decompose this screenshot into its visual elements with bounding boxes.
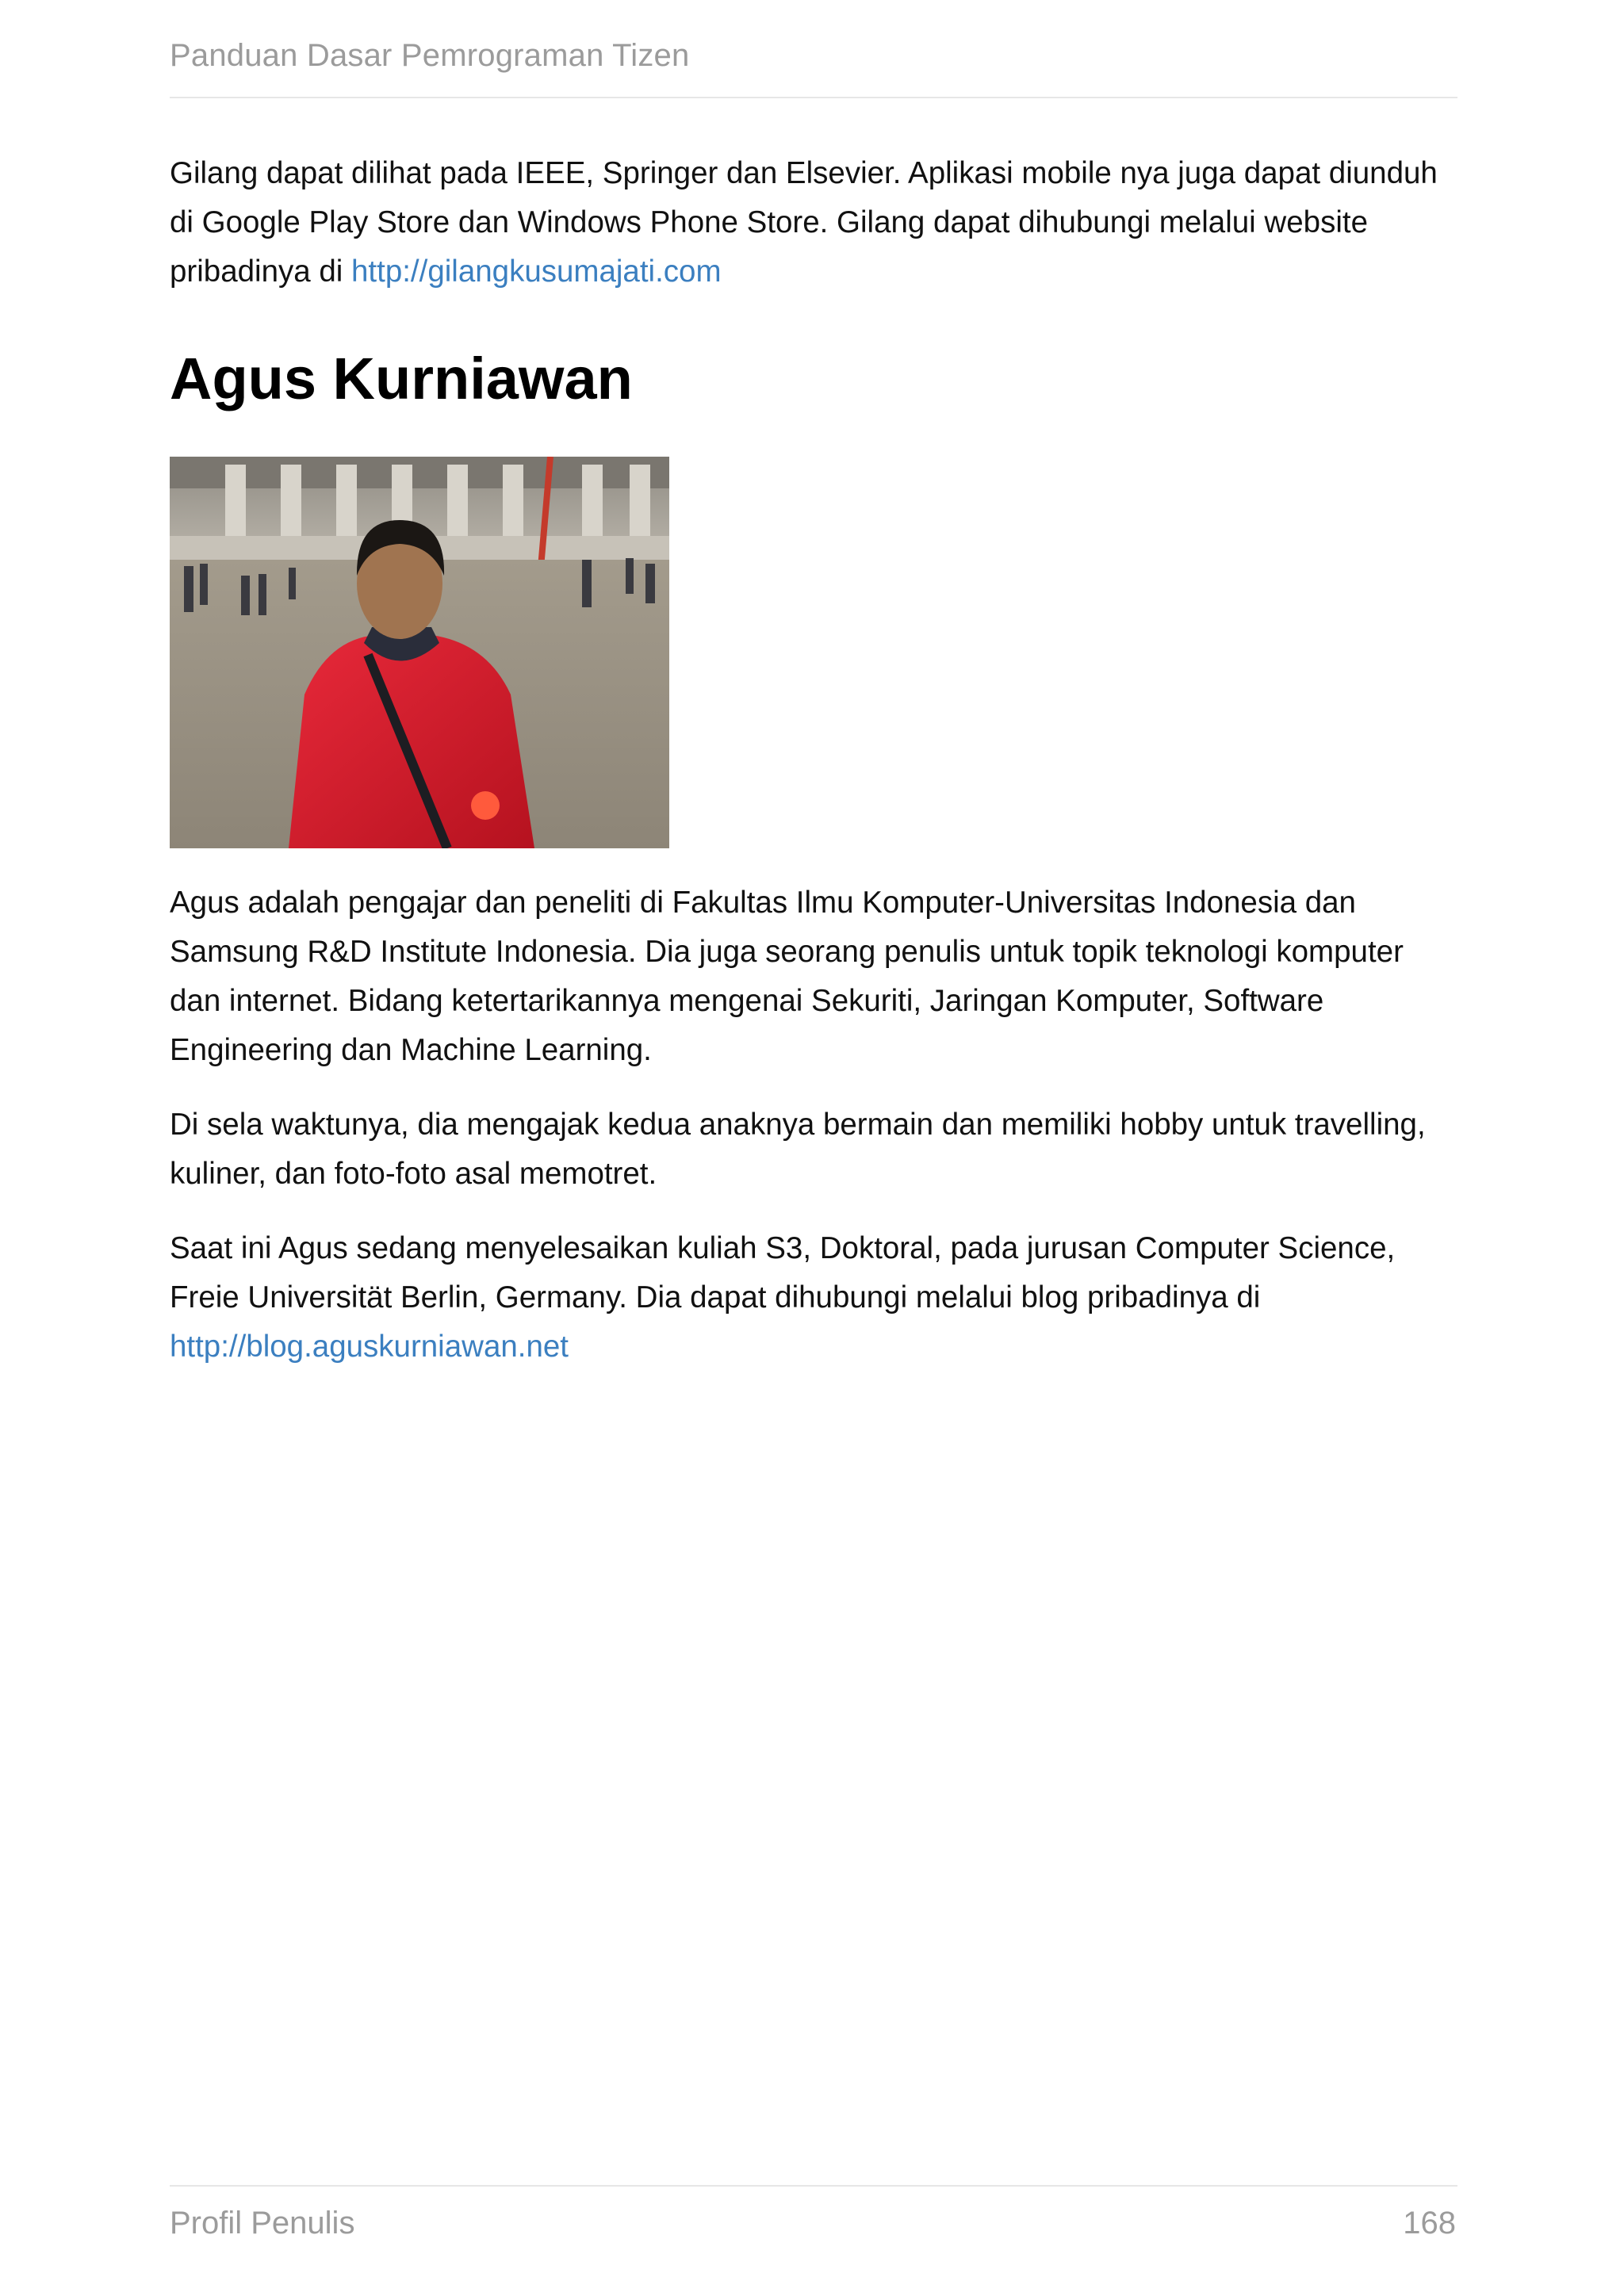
author-closing-text: Saat ini Agus sedang menyelesaikan kuliah S3, Doktoral, pada jurusan Computer Science, Freie Universität Berlin, Germany. Dia dapat dihubungi melalui blog pribadinya di: [170, 1231, 1396, 1314]
footer-divider: [170, 2185, 1457, 2187]
author-bio-paragraph-2: Di sela waktunya, dia mengajak kedua anaknya bermain dan memiliki hobby untuk travelling, kuliner, dan foto-foto asal memotret.: [170, 1108, 1426, 1191]
intro-text: Gilang dapat dilihat pada IEEE, Springer dan Elsevier. Aplikasi mobile nya juga dapat diunduh di Google Play Store dan Windows Phone Store. Gilang dapat dihubungi melalui website pribadinya di: [170, 156, 1438, 289]
header-divider: [170, 97, 1457, 98]
page-content: [170, 149, 1457, 1397]
page-number: 168: [1403, 2206, 1456, 2241]
author-heading: Agus Kurniawan: [170, 346, 633, 411]
running-header: Panduan Dasar Pemrograman Tizen: [170, 38, 690, 73]
intro-paragraph: [170, 149, 1457, 297]
author-photo: [170, 457, 669, 848]
agus-blog-link[interactable]: http://blog.aguskurniawan.net: [170, 1330, 569, 1364]
footer-section-title: Profil Penulis: [170, 2206, 355, 2241]
author-bio-paragraph-3: [170, 1224, 1457, 1372]
gilang-website-link[interactable]: http://gilangkusumajati.com: [351, 254, 722, 289]
author-bio-paragraph-1: Agus adalah pengajar dan peneliti di Fakultas Ilmu Komputer-Universitas Indonesia dan Samsung R&D Institute Indonesia. Dia juga seorang penulis untuk topik teknologi komputer dan internet. Bidang ketertarikannya mengenai Sekuriti, Jaringan Komputer, Software Engineering dan Machine Learning.: [170, 886, 1404, 1067]
